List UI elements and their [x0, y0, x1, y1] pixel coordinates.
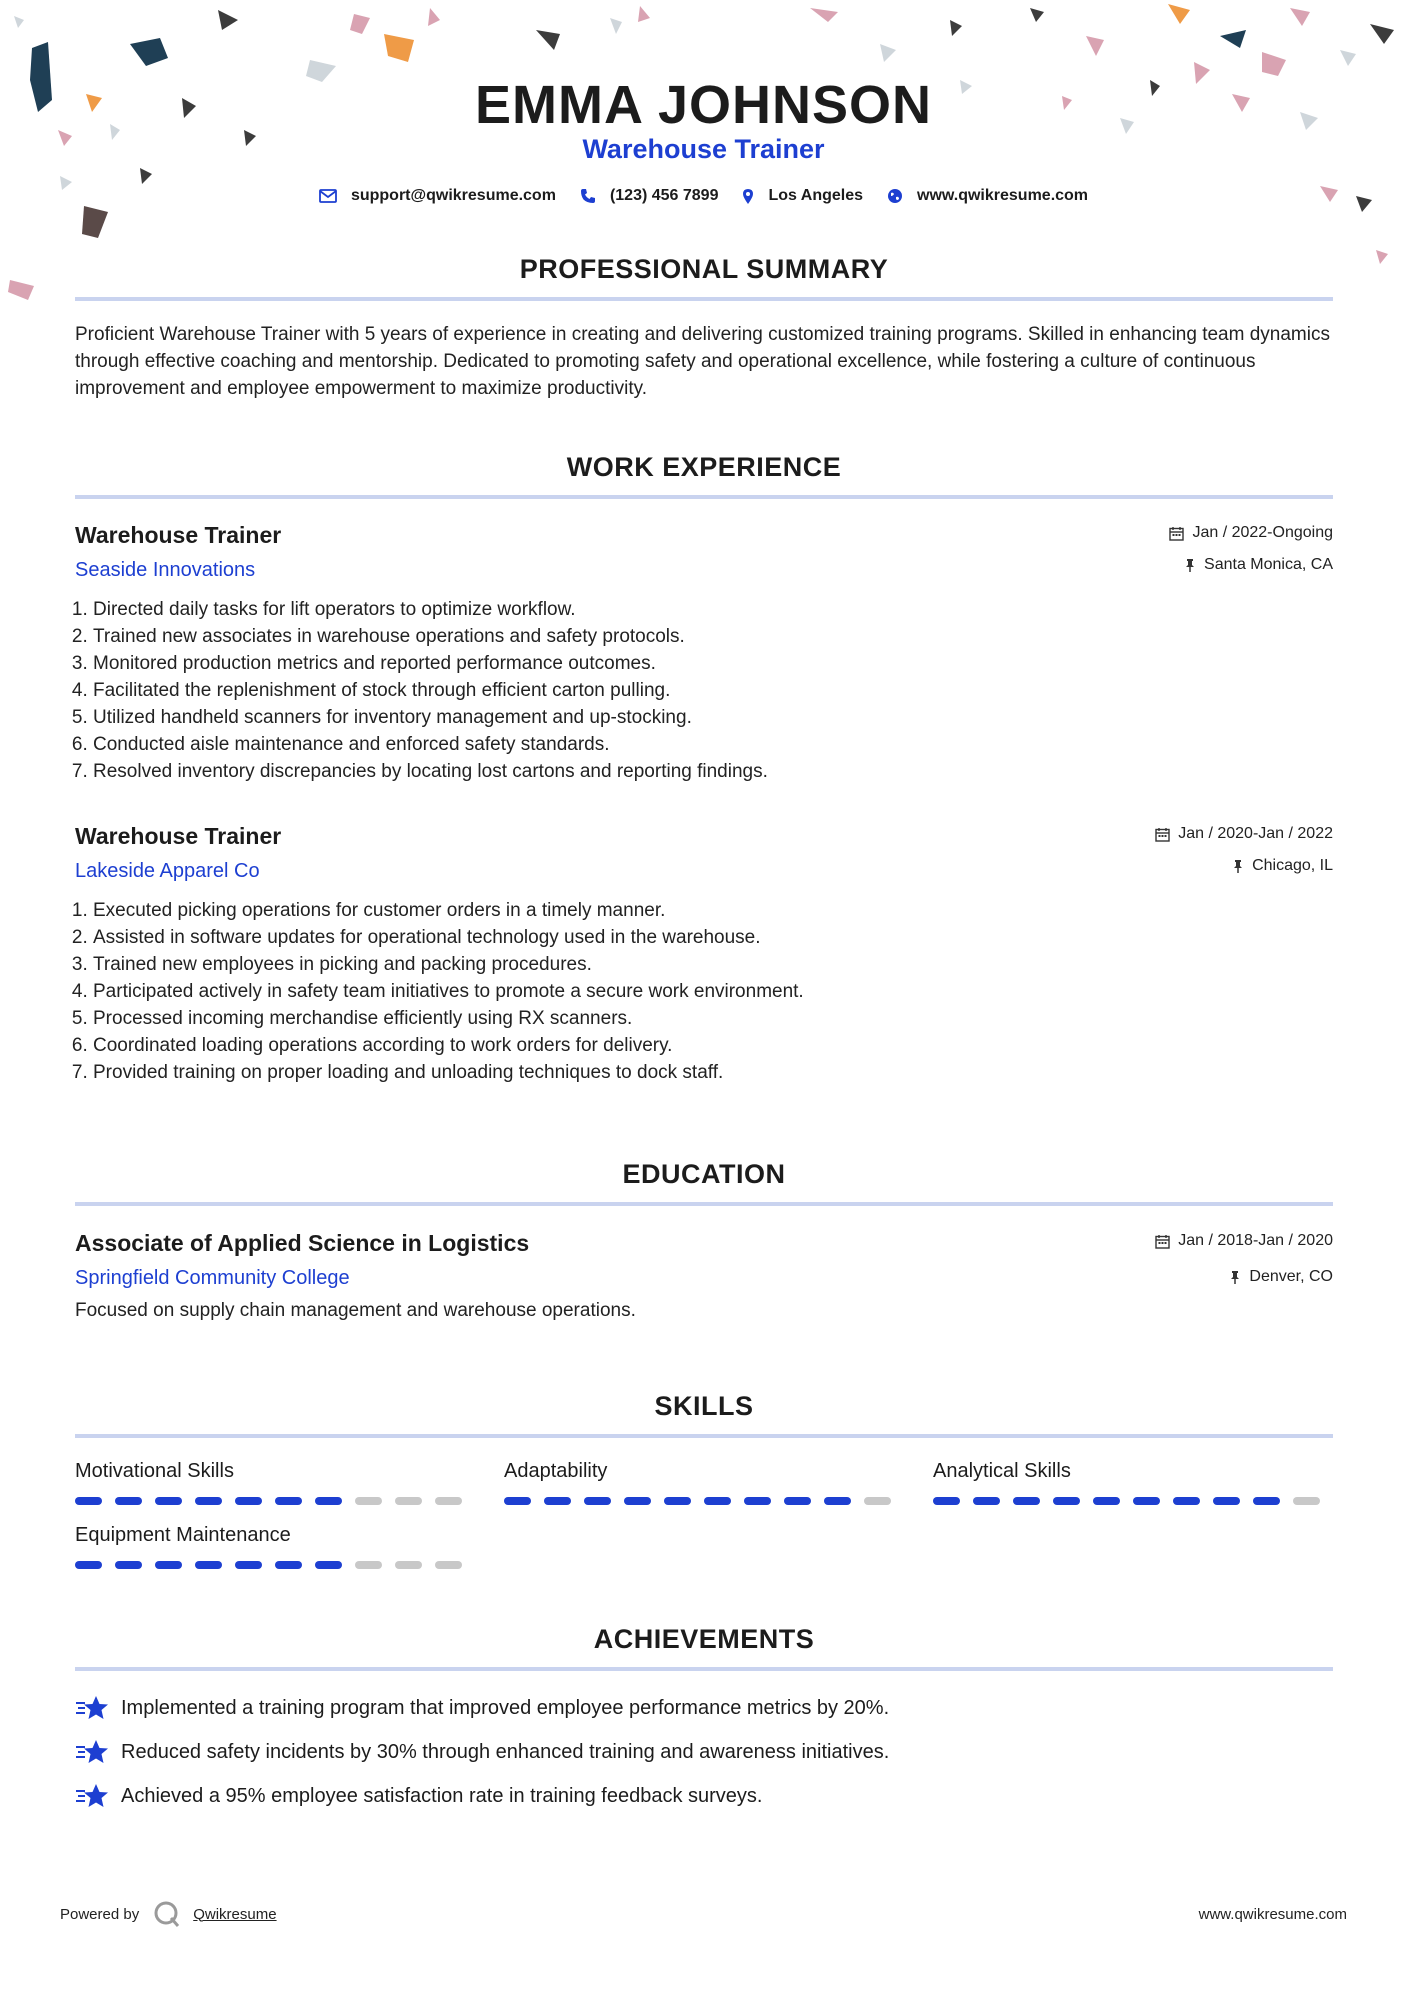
section-title-experience: WORK EXPERIENCE [75, 452, 1333, 499]
pushpin-icon [1229, 1270, 1241, 1285]
job-dates-text: Jan / 2020-Jan / 2022 [1178, 825, 1333, 842]
achievement-item [75, 1774, 1333, 1818]
rating-dash-empty [435, 1497, 462, 1505]
rating-dash-filled [1053, 1497, 1080, 1505]
rating-dash-filled [1093, 1497, 1120, 1505]
calendar-icon [1155, 827, 1170, 842]
section-title-skills: SKILLS [75, 1391, 1333, 1438]
job-title: Warehouse Trainer [75, 522, 282, 548]
job-bullets [75, 897, 1333, 1086]
rating-dash-filled [115, 1561, 142, 1569]
contact-bar [0, 187, 1407, 205]
education-dates-text: Jan / 2018-Jan / 2020 [1178, 1232, 1333, 1249]
rating-dash-filled [704, 1497, 731, 1505]
achievement-item [75, 1730, 1333, 1774]
skill-rating [504, 1497, 904, 1505]
job-dates-text: Jan / 2022-Ongoing [1192, 524, 1333, 541]
section-title-education: EDUCATION [75, 1159, 1333, 1206]
skill-item [75, 1460, 475, 1505]
candidate-name: EMMA JOHNSON [474, 75, 933, 135]
contact-email-text: support@qwikresume.com [350, 187, 556, 204]
skill-rating [75, 1561, 475, 1569]
bullet-item: 5. Processed incoming merchandise efficiently using RX scanners. [93, 1005, 1333, 1032]
education-location [1155, 1266, 1333, 1288]
education-meta [1155, 1230, 1333, 1288]
rating-dash-filled [115, 1497, 142, 1505]
bullet-item: 3. Monitored production metrics and reported performance outcomes. [93, 650, 1333, 677]
section-title-summary: PROFESSIONAL SUMMARY [75, 254, 1333, 301]
skill-rating [75, 1497, 475, 1505]
pushpin-icon [1232, 859, 1244, 874]
summary-text: Proficient Warehouse Trainer with 5 years of experience in creating and delivering customized training programs. Skilled in enhancing team dynamics through effective coaching and mentorship. Dedicated to promoting safety and operational excellence, while fostering a culture of continuous improvement and employee empowerment to maximize productivity. [75, 324, 1330, 399]
rating-dash-filled [235, 1561, 262, 1569]
skill-name: Equipment Maintenance [75, 1524, 291, 1546]
experience-section-header [75, 452, 1333, 499]
education-location-text: Denver, CO [1249, 1268, 1333, 1285]
rating-dash-filled [824, 1497, 851, 1505]
rating-dash-filled [155, 1561, 182, 1569]
skill-item [933, 1460, 1333, 1505]
job-meta [1169, 522, 1333, 576]
rating-dash-filled [195, 1561, 222, 1569]
bullet-item: 5. Utilized handheld scanners for inventory management and up-stocking. [93, 704, 1333, 731]
bullet-item: 7. Resolved inventory discrepancies by locating lost cartons and reporting findings. [93, 758, 1333, 785]
brand-link[interactable]: Qwikresume [193, 1905, 277, 1923]
rating-dash-filled [235, 1497, 262, 1505]
bullet-item: 4. Facilitated the replenishment of stock through efficient carton pulling. [93, 677, 1333, 704]
bullet-item: 2. Trained new associates in warehouse operations and safety protocols. [93, 623, 1333, 650]
star-icon [75, 1738, 109, 1766]
bullet-item: 1. Executed picking operations for customer orders in a timely manner. [93, 897, 1333, 924]
rating-dash-filled [933, 1497, 960, 1505]
star-icon [75, 1782, 109, 1810]
skill-rating [933, 1497, 1333, 1505]
job-location [1169, 554, 1333, 576]
rating-dash-filled [275, 1561, 302, 1569]
contact-website-text: www.qwikresume.com [917, 187, 1089, 204]
education-section-header [75, 1159, 1333, 1206]
job-title: Warehouse Trainer [75, 823, 282, 849]
rating-dash-empty [355, 1497, 382, 1505]
rating-dash-empty [864, 1497, 891, 1505]
company-name: Seaside Innovations [75, 559, 256, 581]
rating-dash-filled [973, 1497, 1000, 1505]
job-location-text: Chicago, IL [1252, 857, 1333, 874]
rating-dash-filled [624, 1497, 651, 1505]
footer [60, 1900, 1347, 1928]
candidate-role: Warehouse Trainer [582, 134, 825, 164]
rating-dash-empty [435, 1561, 462, 1569]
bullet-item: 6. Conducted aisle maintenance and enforced safety standards. [93, 731, 1333, 758]
school-name: Springfield Community College [75, 1267, 350, 1289]
globe-icon [887, 188, 903, 204]
rating-dash-empty [395, 1561, 422, 1569]
job-location-text: Santa Monica, CA [1204, 556, 1333, 573]
job-dates [1169, 522, 1333, 544]
education-description: Focused on supply chain management and warehouse operations. [75, 1300, 636, 1321]
achievement-item [75, 1686, 1333, 1730]
bullet-item: 2. Assisted in software updates for operational technology used in the warehouse. [93, 924, 1333, 951]
section-title-achievements: ACHIEVEMENTS [75, 1624, 1333, 1671]
summary-section [75, 254, 1333, 402]
achievement-text: Reduced safety incidents by 30% through enhanced training and awareness initiatives. [121, 1740, 890, 1763]
qwikresume-logo-icon [153, 1900, 181, 1928]
job-location [1155, 855, 1333, 877]
achievements-list [75, 1686, 1333, 1818]
rating-dash-filled [664, 1497, 691, 1505]
rating-dash-empty [1293, 1497, 1320, 1505]
rating-dash-filled [155, 1497, 182, 1505]
bullet-item: 6. Coordinated loading operations according to work orders for delivery. [93, 1032, 1333, 1059]
skill-name: Analytical Skills [933, 1460, 1071, 1482]
job-entry [75, 823, 1333, 1086]
contact-email[interactable] [319, 187, 556, 205]
job-meta [1155, 823, 1333, 877]
rating-dash-filled [584, 1497, 611, 1505]
job-dates [1155, 823, 1333, 845]
skills-section-header [75, 1391, 1333, 1438]
skill-name: Adaptability [504, 1460, 608, 1482]
contact-phone[interactable] [580, 187, 719, 205]
bullet-item: 7. Provided training on proper loading and unloading techniques to dock staff. [93, 1059, 1333, 1086]
education-dates [1155, 1230, 1333, 1252]
rating-dash-filled [544, 1497, 571, 1505]
phone-icon [580, 188, 596, 204]
rating-dash-filled [1013, 1497, 1040, 1505]
rating-dash-filled [75, 1561, 102, 1569]
rating-dash-filled [784, 1497, 811, 1505]
footer-website[interactable]: www.qwikresume.com [1198, 1905, 1347, 1923]
contact-phone-text: (123) 456 7899 [609, 187, 719, 204]
envelope-icon [319, 189, 337, 203]
skill-item [75, 1524, 475, 1569]
achievement-text: Achieved a 95% employee satisfaction rate in training feedback surveys. [121, 1784, 763, 1807]
powered-by-label: Powered by [60, 1905, 140, 1923]
job-bullets [75, 596, 1333, 785]
rating-dash-filled [275, 1497, 302, 1505]
skill-item [504, 1460, 904, 1505]
bullet-item: 4. Participated actively in safety team initiatives to promote a secure work environment. [93, 978, 1333, 1005]
achievement-text: Implemented a training program that improved employee performance metrics by 20%. [121, 1696, 890, 1719]
education-entry [75, 1230, 1333, 1322]
contact-website[interactable] [887, 187, 1088, 205]
calendar-icon [1155, 1234, 1170, 1249]
calendar-icon [1169, 526, 1184, 541]
contact-location [742, 187, 863, 205]
pushpin-icon [1184, 558, 1196, 573]
rating-dash-filled [504, 1497, 531, 1505]
rating-dash-filled [1133, 1497, 1160, 1505]
rating-dash-filled [195, 1497, 222, 1505]
rating-dash-filled [1253, 1497, 1280, 1505]
rating-dash-filled [1173, 1497, 1200, 1505]
rating-dash-empty [355, 1561, 382, 1569]
degree-title: Associate of Applied Science in Logistics [75, 1230, 530, 1256]
job-entry [75, 522, 1333, 785]
rating-dash-filled [315, 1561, 342, 1569]
rating-dash-empty [395, 1497, 422, 1505]
star-icon [75, 1694, 109, 1722]
location-pin-icon [742, 188, 754, 205]
company-name: Lakeside Apparel Co [75, 860, 260, 882]
rating-dash-filled [744, 1497, 771, 1505]
contact-location-text: Los Angeles [768, 187, 864, 204]
achievements-section-header [75, 1624, 1333, 1671]
rating-dash-filled [75, 1497, 102, 1505]
skill-name: Motivational Skills [75, 1460, 234, 1482]
bullet-item: 1. Directed daily tasks for lift operators to optimize workflow. [93, 596, 1333, 623]
bullet-item: 3. Trained new employees in picking and packing procedures. [93, 951, 1333, 978]
rating-dash-filled [1213, 1497, 1240, 1505]
rating-dash-filled [315, 1497, 342, 1505]
